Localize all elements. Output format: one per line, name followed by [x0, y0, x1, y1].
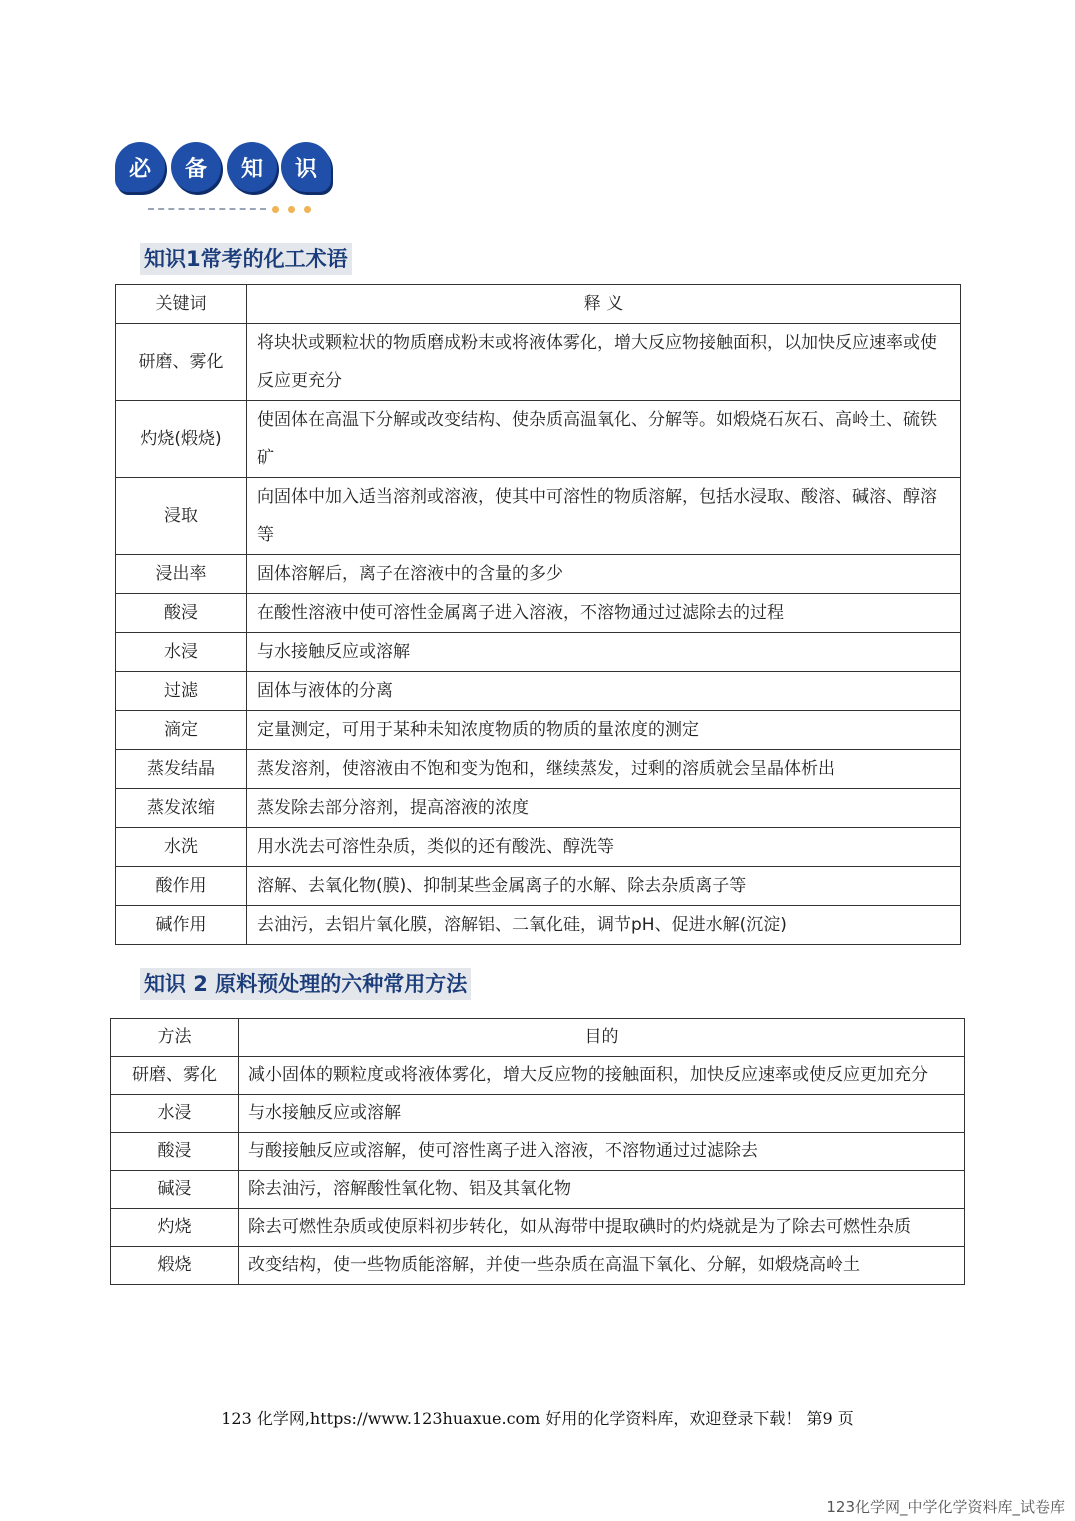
table-row: [116, 555, 961, 594]
table-row: [116, 828, 961, 867]
keyword-cell: 研磨、雾化: [111, 1057, 239, 1095]
definition-cell: 与水接触反应或溶解: [239, 1095, 965, 1133]
table-row: [116, 672, 961, 711]
keyword-cell: 浸出率: [116, 555, 247, 594]
keyword-cell: 碱作用: [116, 906, 247, 945]
definition-cell: 使固体在高温下分解或改变结构、使杂质高温氧化、分解等。如煅烧石灰石、高岭土、硫铁矿: [247, 401, 961, 478]
definition-cell: 与酸接触反应或溶解，使可溶性离子进入溶液，不溶物通过过滤除去: [239, 1133, 965, 1171]
section-badges: [115, 142, 335, 194]
table-row: [116, 633, 961, 672]
keyword-cell: 灼烧: [111, 1209, 239, 1247]
table-row: [116, 401, 961, 478]
methods-table: [110, 1018, 965, 1285]
table-row: [116, 867, 961, 906]
table-row: [111, 1209, 965, 1247]
column-header: 释 义: [247, 285, 961, 324]
table-header-row: [116, 285, 961, 324]
definition-cell: 溶解、去氧化物(膜)、抑制某些金属离子的水解、除去杂质离子等: [247, 867, 961, 906]
definition-cell: 定量测定，可用于某种未知浓度物质的物质的量浓度的测定: [247, 711, 961, 750]
table-row: [116, 478, 961, 555]
keyword-cell: 蒸发浓缩: [116, 789, 247, 828]
column-header: 目的: [239, 1019, 965, 1057]
definition-cell: 固体与液体的分离: [247, 672, 961, 711]
table-row: [111, 1095, 965, 1133]
keyword-cell: 水洗: [116, 828, 247, 867]
definition-cell: 蒸发溶剂，使溶液由不饱和变为饱和，继续蒸发，过剩的溶质就会呈晶体析出: [247, 750, 961, 789]
badge-char: 识: [281, 142, 331, 192]
keyword-cell: 碱浸: [111, 1171, 239, 1209]
keyword-cell: 灼烧(煅烧): [116, 401, 247, 478]
column-header: 关键词: [116, 285, 247, 324]
table-row: [111, 1057, 965, 1095]
keyword-cell: 煅烧: [111, 1247, 239, 1285]
table-row: [111, 1171, 965, 1209]
decorative-dot: [304, 206, 311, 213]
column-header: 方法: [111, 1019, 239, 1057]
section-title: 知识1常考的化工术语: [140, 243, 352, 275]
definition-cell: 蒸发除去部分溶剂，提高溶液的浓度: [247, 789, 961, 828]
definition-cell: 去油污，去铝片氧化膜，溶解铝、二氧化硅，调节pH、促进水解(沉淀): [247, 906, 961, 945]
definition-cell: 改变结构，使一些物质能溶解，并使一些杂质在高温下氧化、分解，如煅烧高岭土: [239, 1247, 965, 1285]
table-row: [116, 711, 961, 750]
keyword-cell: 水浸: [111, 1095, 239, 1133]
decorative-dot: [288, 206, 295, 213]
table-row: [116, 750, 961, 789]
terms-table: [115, 284, 961, 945]
section-title: 知识 2 原料预处理的六种常用方法: [140, 968, 471, 1000]
definition-cell: 除去可燃性杂质或使原料初步转化，如从海带中提取碘时的灼烧就是为了除去可燃性杂质: [239, 1209, 965, 1247]
definition-cell: 与水接触反应或溶解: [247, 633, 961, 672]
keyword-cell: 酸浸: [116, 594, 247, 633]
definition-cell: 除去油污，溶解酸性氧化物、铝及其氧化物: [239, 1171, 965, 1209]
table-row: [116, 594, 961, 633]
page-footer: 123 化学网,https://www.123huaxue.com 好用的化学资料库，欢迎登录下载！ 第9 页: [221, 1409, 854, 1428]
table-row: [111, 1247, 965, 1285]
badge-char: 必: [115, 142, 165, 192]
decorative-divider: [148, 208, 266, 210]
definition-cell: 在酸性溶液中使可溶性金属离子进入溶液，不溶物通过过滤除去的过程: [247, 594, 961, 633]
table-row: [116, 324, 961, 401]
definition-cell: 向固体中加入适当溶剂或溶液，使其中可溶性的物质溶解，包括水浸取、酸溶、碱溶、醇溶等: [247, 478, 961, 555]
keyword-cell: 水浸: [116, 633, 247, 672]
definition-cell: 减小固体的颗粒度或将液体雾化，增大反应物的接触面积，加快反应速率或使反应更加充分: [239, 1057, 965, 1095]
definition-cell: 将块状或颗粒状的物质磨成粉末或将液体雾化，增大反应物接触面积，以加快反应速率或使反应更充分: [247, 324, 961, 401]
definition-cell: 用水洗去可溶性杂质，类似的还有酸洗、醇洗等: [247, 828, 961, 867]
table-header-row: [111, 1019, 965, 1057]
definition-cell: 固体溶解后，离子在溶液中的含量的多少: [247, 555, 961, 594]
keyword-cell: 酸浸: [111, 1133, 239, 1171]
badge-char: 备: [171, 142, 221, 192]
table-row: [116, 789, 961, 828]
keyword-cell: 滴定: [116, 711, 247, 750]
keyword-cell: 研磨、雾化: [116, 324, 247, 401]
table-row: [111, 1133, 965, 1171]
watermark: 123化学网_中学化学资料库_试卷库: [826, 1498, 1065, 1516]
keyword-cell: 过滤: [116, 672, 247, 711]
decorative-dot: [272, 206, 279, 213]
keyword-cell: 酸作用: [116, 867, 247, 906]
table-row: [116, 906, 961, 945]
badge-char: 知: [227, 142, 277, 192]
keyword-cell: 蒸发结晶: [116, 750, 247, 789]
keyword-cell: 浸取: [116, 478, 247, 555]
